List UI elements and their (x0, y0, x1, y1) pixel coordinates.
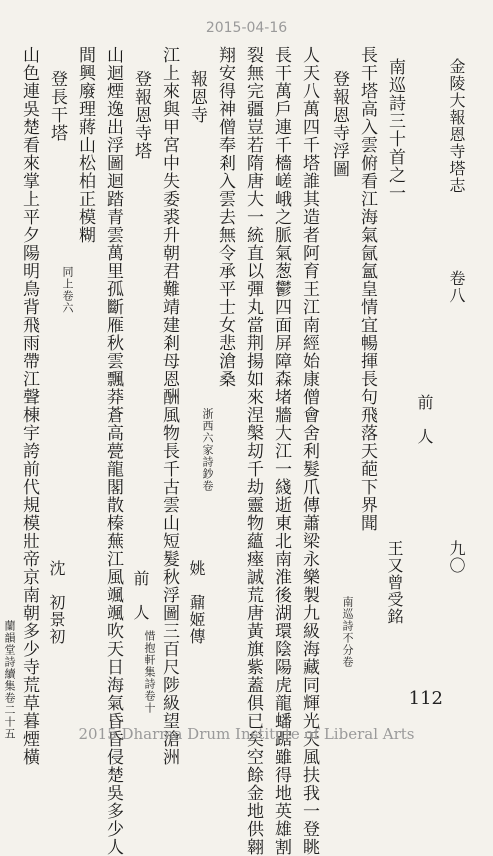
text-column: 江上來與甲宮中失委裘升朝君難靖建剎母恩酬風物長千古雲山短髮秋浮圖三百尺陟級望滄洲 (159, 46, 179, 766)
watermark-institute: 2015 Dharma Drum Institute of Liberal Arts (78, 725, 415, 743)
text-column: 裂無完疆豈若隋唐大一統直以彈丸當荆揚如來涅槃刧千劫靈物蘊瘞誠荒唐黃旗紫蓋俱已矣空餘金地供翱 (243, 46, 263, 856)
text-column: 間興廢理蔣山松柏正模糊 (75, 46, 95, 244)
text-column: 翔安得神僧奉剎入雲去無令承平士女悲滄桑 (215, 46, 235, 388)
text-column: 南巡詩三十首之一 (385, 58, 405, 202)
page-number: 112 (408, 688, 443, 709)
text-column: 報恩寺 (187, 70, 207, 124)
text-column: 惜抱軒集詩卷十 (143, 630, 156, 714)
text-column: 長干塔高入雲俯看江海氣氤氳皇情宜暢揮長句飛落天葩下界聞 (357, 46, 377, 532)
text-column: 南巡詩不分卷 (341, 596, 354, 668)
text-column: 王又曾受銘 (385, 540, 404, 625)
text-column: 姚 鼐姬傳 (187, 560, 206, 645)
book-title: 金陵大報恩寺塔志 (447, 58, 466, 194)
text-column: 長干萬戶連千檣嵯峨之脈氣葱鬱四面屏障森堵牆大江一綫逝東北南淮後湖環陰陽虎龍蟠踞雖得地英雄割 (271, 46, 291, 856)
text-column: 登長干塔 (47, 70, 67, 142)
text-column: 人天八萬四千塔誰其造者阿育王江南經始康僧會舍利髮爪傳蕭梁永樂製九級海藏同輝光天風扶我一登眺 (299, 46, 319, 856)
text-column: 山迴煙逸出浮圖迴踏青雲萬里孤斷雁秋雲飄莽蒼高甍龍閣散榛蕪江風颯颯吹天日海氣昏昏侵楚吳多少人 (103, 46, 123, 856)
text-column: 登報恩寺塔 (131, 70, 151, 160)
text-column: 山色連吳楚看來掌上平夕陽明鳥背飛雨帶江聲棟宇誇前代規模壯帝京南朝多少寺荒草暮煙橫 (19, 46, 39, 766)
folio-number: 九〇 (447, 540, 466, 574)
volume-label: 卷八 (447, 270, 466, 304)
text-column: 登報恩寺浮圖 (329, 70, 349, 178)
text-column: 浙西六家詩鈔卷 (201, 408, 214, 492)
text-column: 沈 初景初 (47, 560, 66, 645)
text-column: 前 人 (415, 394, 434, 445)
text-column: 蘭韻堂詩續集卷二十五 (3, 620, 16, 740)
text-column: 前 人 (131, 570, 150, 621)
watermark-date: 2015-04-16 (205, 20, 288, 36)
text-column: 同上卷六 (61, 266, 74, 314)
